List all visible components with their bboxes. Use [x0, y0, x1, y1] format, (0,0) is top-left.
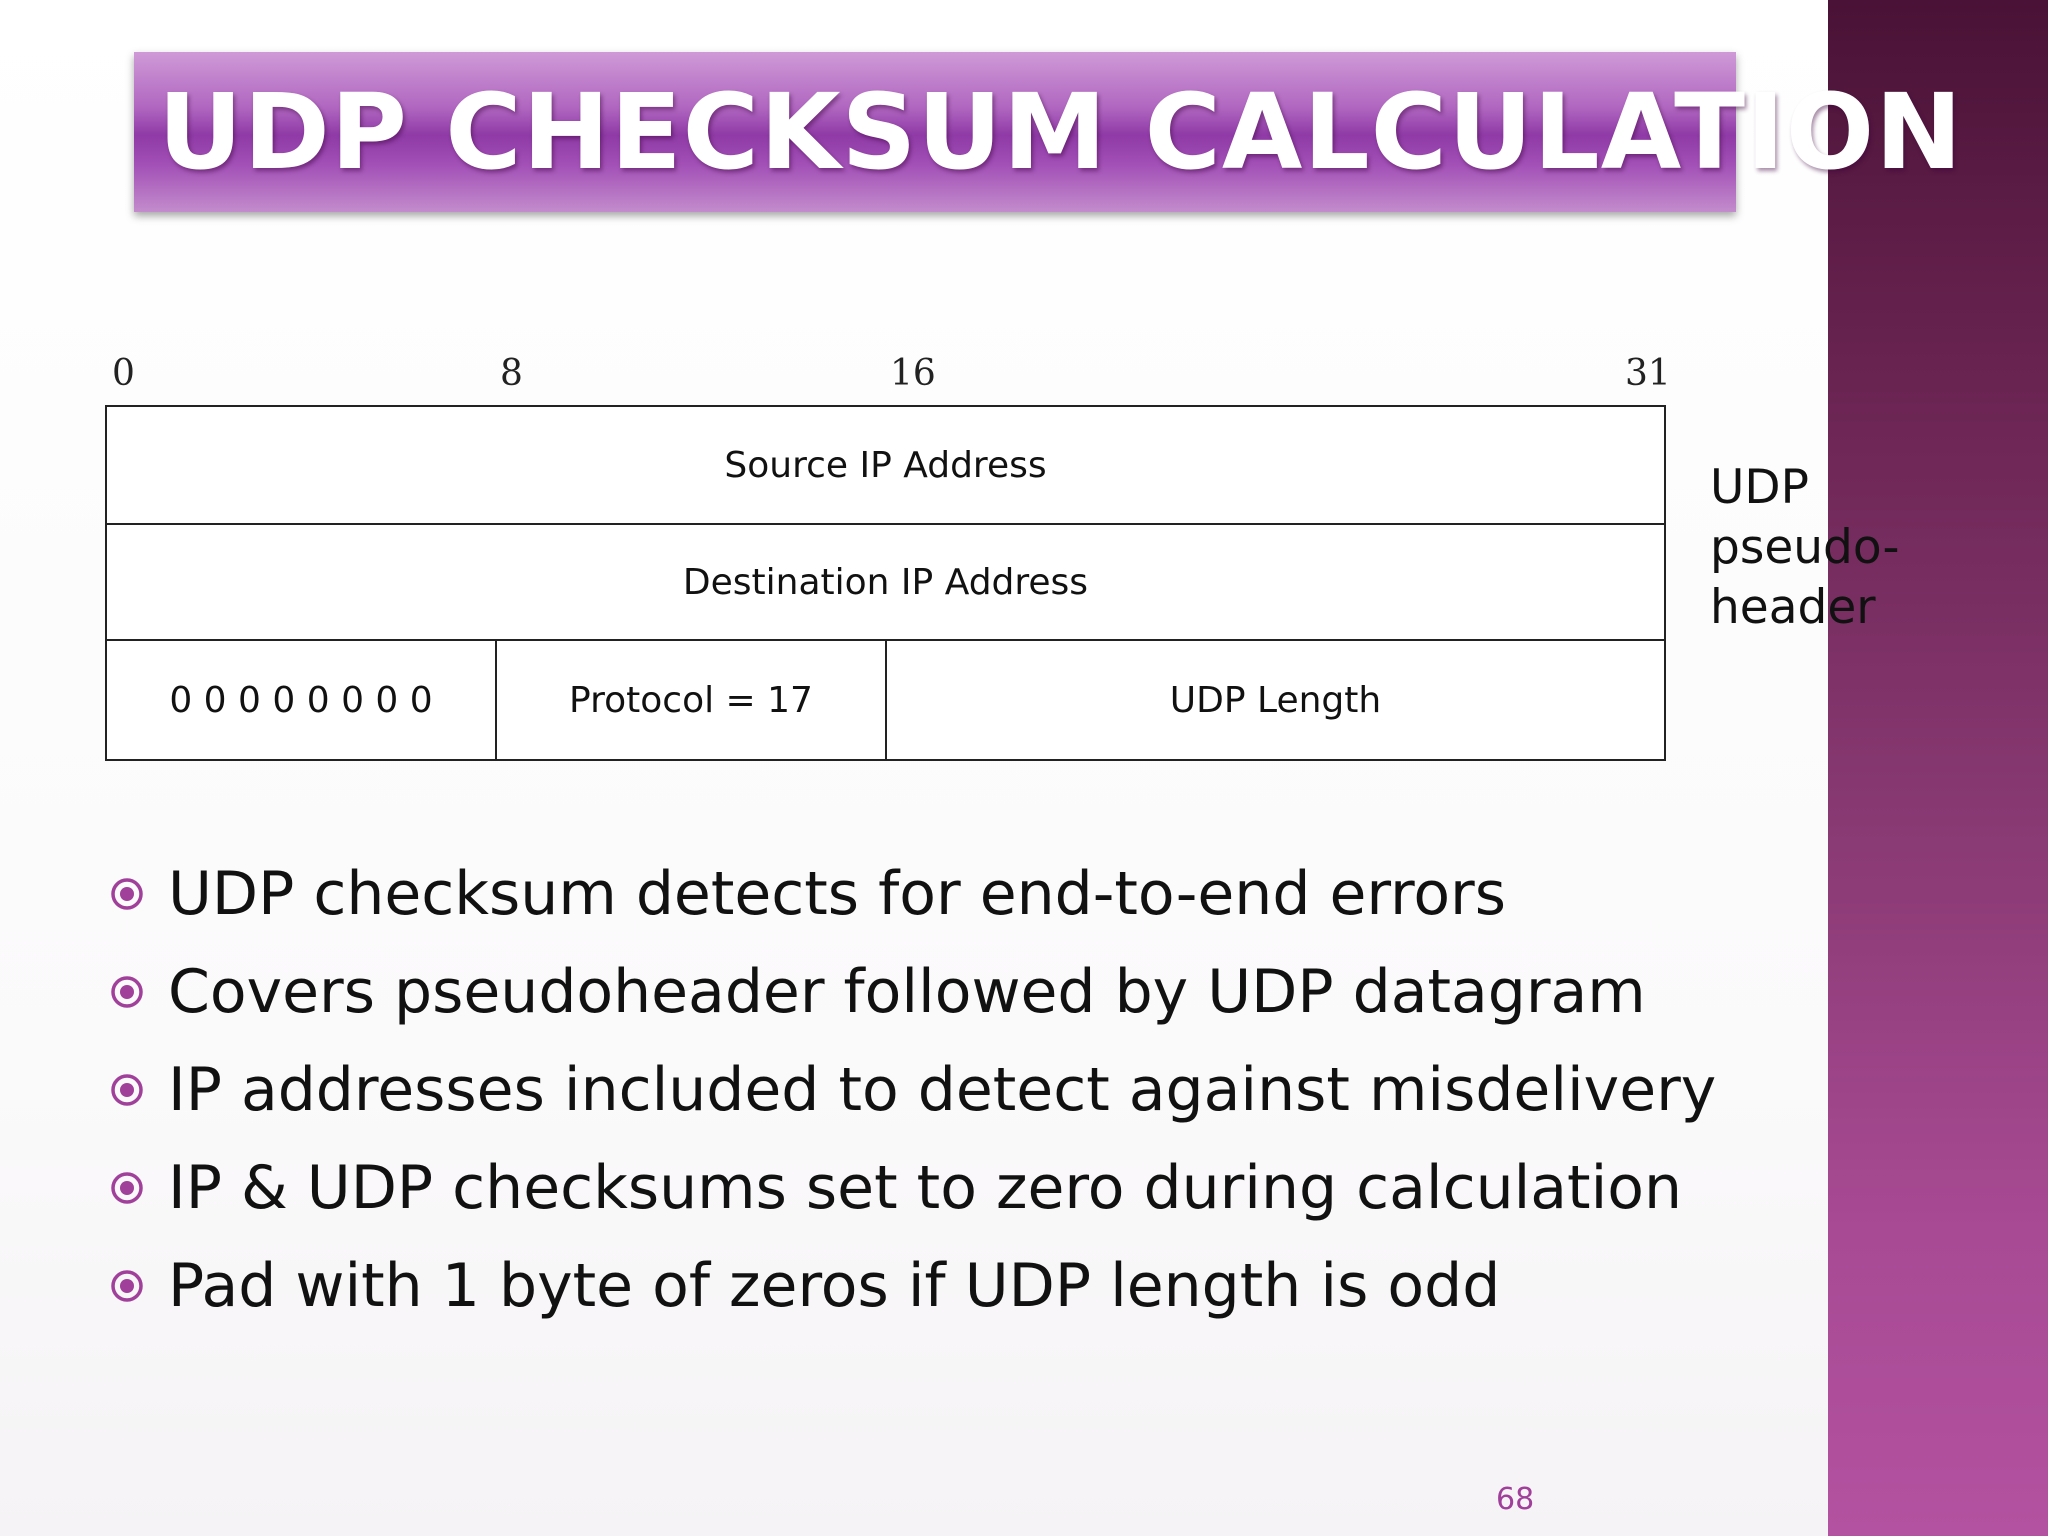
- list-item: [110, 943, 1716, 1041]
- pseudo-header-label-line: UDP: [1710, 460, 1809, 515]
- bullet-text: IP & UDP checksums set to zero during calculation: [168, 1153, 1682, 1223]
- target-bullet-icon: [110, 1171, 144, 1205]
- page-number: 68: [1496, 1482, 1535, 1517]
- destination-ip-field: Destination IP Address: [682, 561, 1089, 603]
- slide-title: UDP CHECKSUM CALCULATION: [158, 71, 1964, 193]
- pseudo-header-diagram: [105, 405, 1666, 761]
- bit-position-16: 16: [890, 353, 936, 394]
- pseudo-header-label-line: pseudo-: [1710, 520, 1900, 575]
- bullet-text: Pad with 1 byte of zeros if UDP length is odd: [168, 1251, 1501, 1321]
- source-ip-field: Source IP Address: [724, 444, 1047, 486]
- bullet-list: [110, 845, 1716, 1335]
- source-ip-row: [107, 407, 1664, 525]
- pseudo-header-label-line: header: [1710, 580, 1876, 635]
- bit-position-31: 31: [1625, 353, 1671, 394]
- target-bullet-icon: [110, 975, 144, 1009]
- bullet-text: Covers pseudoheader followed by UDP datagram: [168, 957, 1646, 1027]
- udp-length-field: UDP Length: [1169, 679, 1382, 721]
- bullet-text: UDP checksum detects for end-to-end errors: [168, 859, 1506, 929]
- protocol-cell: [497, 641, 887, 759]
- list-item: [110, 1139, 1716, 1237]
- udp-length-cell: [887, 641, 1664, 759]
- protocol-length-row: [107, 641, 1664, 759]
- target-bullet-icon: [110, 877, 144, 911]
- bit-position-0: 0: [112, 353, 135, 394]
- destination-ip-row: [107, 525, 1664, 641]
- bit-position-8: 8: [500, 353, 523, 394]
- zeros-field: 0 0 0 0 0 0 0 0: [169, 679, 433, 721]
- list-item: [110, 1237, 1716, 1335]
- side-decoration-band: [1828, 0, 2048, 1536]
- list-item: [110, 845, 1716, 943]
- bullet-text: IP addresses included to detect against misdelivery: [168, 1055, 1717, 1125]
- target-bullet-icon: [110, 1073, 144, 1107]
- zeros-cell: [107, 641, 497, 759]
- target-bullet-icon: [110, 1269, 144, 1303]
- pseudo-header-label: [1710, 458, 1899, 638]
- list-item: [110, 1041, 1716, 1139]
- protocol-field: Protocol = 17: [569, 679, 813, 721]
- title-banner: [134, 52, 1964, 212]
